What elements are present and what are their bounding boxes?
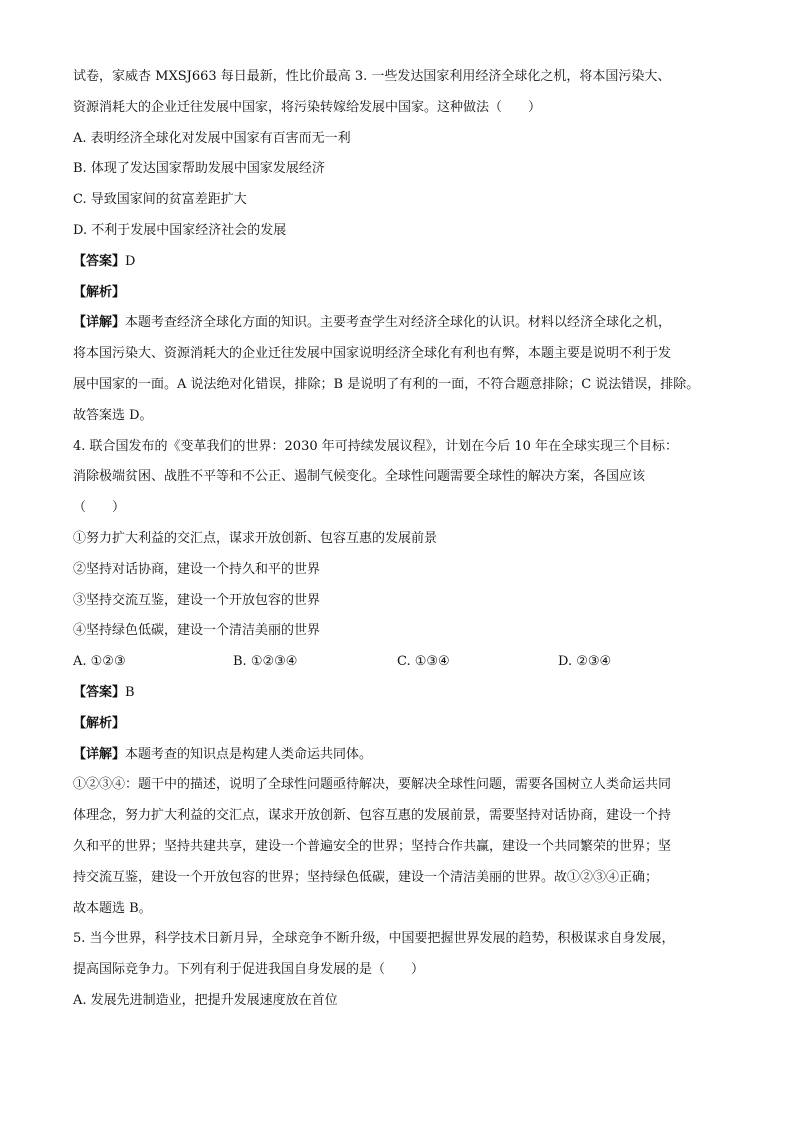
q4-stem-line-3: （ ）	[73, 500, 126, 516]
q4-detail-line-6: 故本题选 B。	[73, 900, 152, 916]
detail-text: 本题考查的知识点是构建人类命运共同体。	[125, 746, 373, 762]
q4-option-a: A. ①②③	[73, 654, 126, 670]
q4-answer	[73, 678, 725, 709]
q4-item-4: ④坚持绿色低碳，建设一个清洁美丽的世界	[73, 623, 321, 639]
q3-detail-line-2: 将本国污染大、资源消耗大的企业迁往发展中国家说明经济全球化有利也有弊，本题主要是说明不利于发	[73, 346, 672, 362]
q5-stem-line-1: 5. 当今世界，科学技术日新月异，全球竞争不断升级，中国要把握世界发展的趋势，积极谋求自身发展，	[73, 931, 675, 947]
detail-tag: 【详解】	[73, 746, 126, 762]
q3-stem-line-1: 试卷，家威杏 MXSJ663 每日最新，性比价最高 3. 一些发达国家利用经济全球化之机，将本国污染大、	[73, 69, 671, 84]
answer-tag: 【答案】	[73, 684, 126, 700]
detail-tag: 【详解】	[73, 315, 126, 331]
q4-option-b: B. ①②③④	[233, 654, 298, 670]
q4-item-3: ③坚持交流互鉴，建设一个开放包容的世界	[73, 592, 321, 608]
q3-detail-line-4: 故答案选 D。	[73, 407, 153, 423]
answer-tag: 【答案】	[73, 253, 126, 269]
q3-detail-line-3: 展中国家的一面。A 说法绝对化错误，排除；B 是说明了有利的一面，不符合题意排除；C 说法错误，排除。	[73, 376, 700, 392]
q3-answer	[73, 247, 725, 278]
q4-detail-line-5: 持交流互鉴，建设一个开放包容的世界；坚持绿色低碳，建设一个清洁美丽的世界。故①②③④正确；	[73, 869, 659, 885]
q4-option-d: D. ②③④	[558, 654, 612, 670]
q4-item-1: ①努力扩大利益的交汇点，谋求开放创新、包容互惠的发展前景	[73, 530, 438, 546]
analysis-tag: 【解析】	[73, 715, 126, 731]
q3-option-a: A. 表明经济全球化对发展中国家有百害而无一利	[73, 130, 351, 146]
q3-detail-line-1	[73, 308, 725, 339]
q4-stem-line-2: 消除极端贫困、战胜不平等和不公正、遏制气候变化。全球性问题需要全球性的解决方案，各国应该	[73, 469, 646, 485]
q4-detail-line-2: ①②③④：题干中的描述，说明了全球性问题亟待解决，要解决全球性问题，需要各国树立人类命运共同	[73, 777, 672, 793]
analysis-tag: 【解析】	[73, 284, 126, 300]
q4-item-2: ②坚持对话协商，建设一个持久和平的世界	[73, 561, 321, 577]
answer-value: B	[125, 684, 135, 700]
q5-option-a: A. 发展先进制造业，把提升发展速度放在首位	[73, 992, 338, 1008]
q4-stem-line-1: 4. 联合国发布的《变革我们的世界：2030 年可持续发展议程》，计划在今后 10 年在全球实现三个目标：	[73, 438, 679, 454]
q4-analysis-heading	[73, 709, 725, 740]
q4-detail-line-3: 体理念，努力扩大利益的交汇点，谋求开放创新、包容互惠的发展前景，需要坚持对话协商，建设一个持	[73, 808, 672, 824]
q3-option-d: D. 不利于发展中国家经济社会的发展	[73, 222, 287, 238]
answer-value: D	[125, 253, 136, 269]
q4-detail-line-4: 久和平的世界；坚持共建共享，建设一个普遍安全的世界；坚持合作共赢，建设一个共同繁荣的世界；坚	[73, 838, 672, 854]
q3-stem-line-2: 资源消耗大的企业迁往发展中国家，将污染转嫁给发展中国家。这种做法（ ）	[73, 99, 542, 115]
q4-options-row	[73, 647, 725, 678]
q3-analysis-heading	[73, 278, 725, 309]
detail-text: 本题考查经济全球化方面的知识。主要考查学生对经济全球化的认识。材料以经济全球化之机，	[125, 315, 672, 331]
q3-option-b: B. 体现了发达国家帮助发展中国家发展经济	[73, 161, 325, 177]
document-page	[73, 62, 725, 1017]
q4-option-c: C. ①③④	[397, 654, 450, 670]
q4-detail-line-1	[73, 740, 725, 771]
q3-option-c: C. 导致国家间的贫富差距扩大	[73, 192, 247, 208]
q5-stem-line-2: 提高国际竞争力。下列有利于促进我国自身发展的是（ ）	[73, 962, 425, 978]
